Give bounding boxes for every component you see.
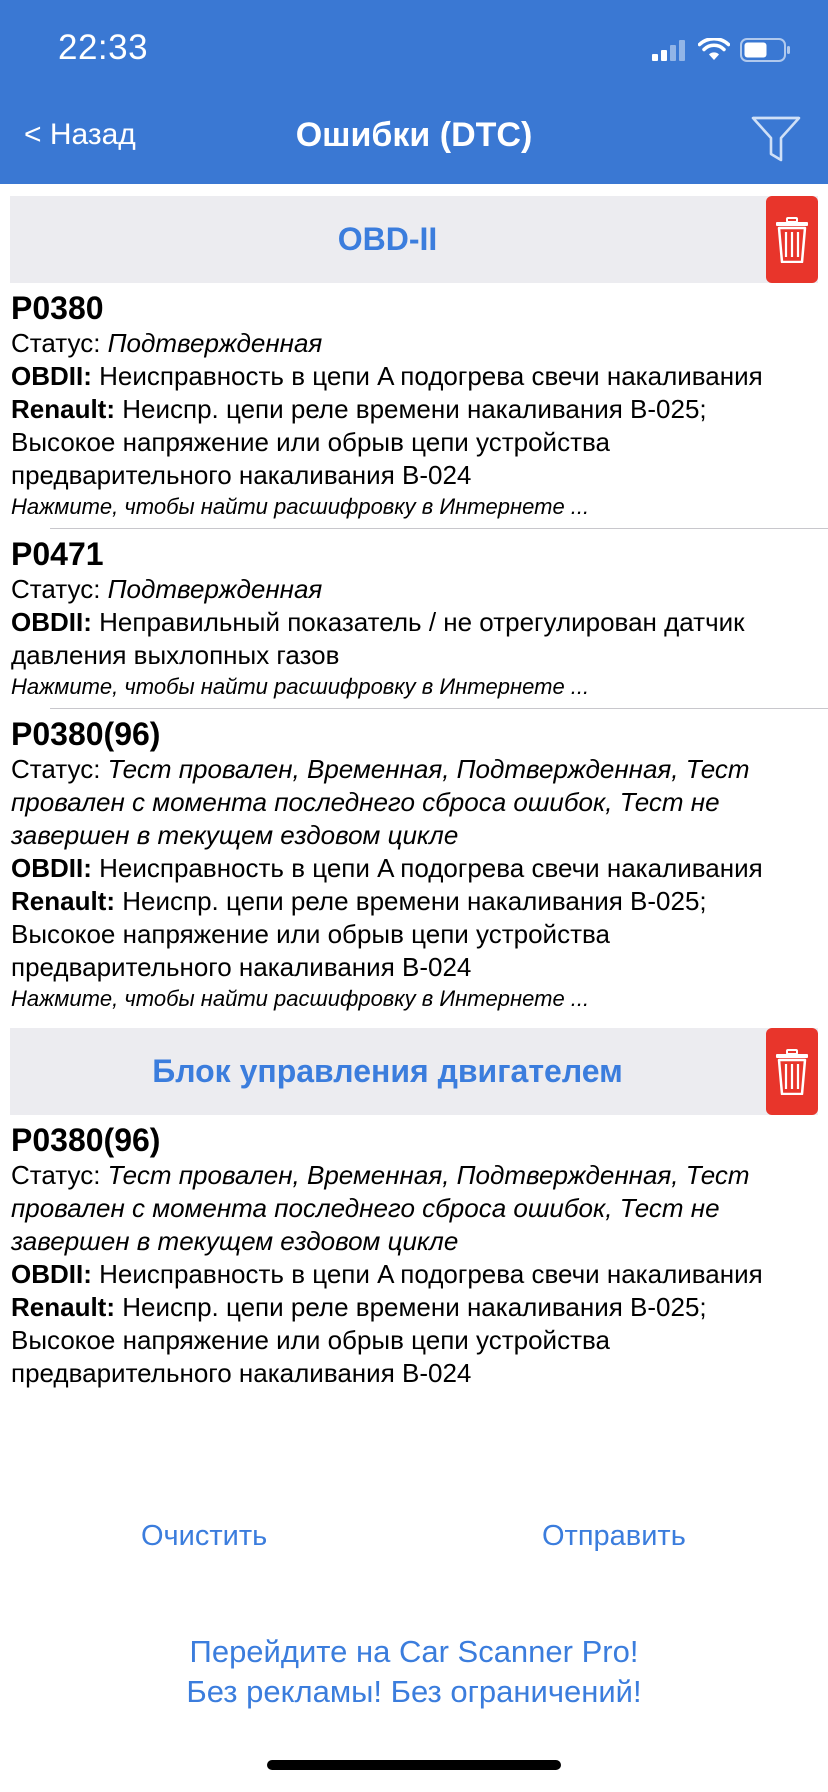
trash-icon	[775, 217, 809, 263]
section-title: OBD-II	[337, 221, 438, 257]
section-header-engine	[10, 1028, 818, 1115]
dtc-search-link[interactable]: Нажмите, чтобы найти расшифровку в Интернете ...	[11, 674, 590, 699]
dtc-item[interactable]	[0, 529, 828, 708]
dtc-obd-description: OBDII: Неправильный показатель / не отрегулирован датчик давления выхлопных газов	[11, 607, 745, 670]
back-button[interactable]: < Назад	[24, 118, 136, 151]
delete-section-button[interactable]	[766, 196, 818, 283]
dtc-maker-description: Renault: Неиспр. цепи реле времени накаливания B-025; Высокое напряжение или обрыв цепи устройства предварительного накаливания B-024	[11, 394, 707, 490]
delete-section-button[interactable]	[766, 1028, 818, 1115]
dtc-item[interactable]	[0, 1115, 828, 1396]
dtc-code: P0380(96)	[11, 716, 161, 752]
status-time: 22:33	[58, 28, 149, 67]
dtc-obd-description: OBDII: Неисправность в цепи A подогрева свечи накаливания	[11, 361, 763, 391]
dtc-search-link[interactable]: Нажмите, чтобы найти расшифровку в Интернете ...	[11, 494, 590, 519]
status-icons	[652, 34, 792, 66]
dtc-status: Статус: Подтвержденная	[11, 328, 323, 358]
signal-icon	[652, 39, 688, 61]
dtc-code: P0471	[11, 536, 104, 572]
clear-button[interactable]: Очистить	[141, 1520, 268, 1552]
section-header-obd2	[10, 196, 818, 283]
battery-icon	[740, 38, 792, 62]
dtc-obd-description: OBDII: Неисправность в цепи A подогрева свечи накаливания	[11, 1259, 763, 1289]
dtc-maker-description: Renault: Неиспр. цепи реле времени накаливания B-025; Высокое напряжение или обрыв цепи устройства предварительного накаливания B-024	[11, 886, 707, 982]
dtc-status: Статус: Тест провален, Временная, Подтвержденная, Тест провален с момента последнего сброса ошибок, Тест не завершен в текущем ездовом цикле	[11, 1160, 750, 1256]
filter-icon[interactable]	[750, 114, 802, 164]
wifi-icon	[698, 38, 730, 62]
dtc-maker-description: Renault: Неиспр. цепи реле времени накаливания B-025; Высокое напряжение или обрыв цепи устройства предварительного накаливания B-024	[11, 1292, 707, 1388]
promo-line-2: Без рекламы! Без ограничений!	[186, 1674, 642, 1709]
send-button[interactable]: Отправить	[542, 1520, 686, 1552]
trash-icon	[775, 1049, 809, 1095]
upgrade-promo-link[interactable]	[0, 1632, 828, 1712]
dtc-item[interactable]	[0, 709, 828, 1020]
page-title: Ошибки (DTC)	[295, 116, 533, 154]
dtc-code: P0380(96)	[11, 1122, 161, 1158]
dtc-status: Статус: Подтвержденная	[11, 574, 323, 604]
dtc-list	[0, 184, 828, 1482]
dtc-code: P0380	[11, 290, 104, 326]
navigation-header	[0, 0, 828, 184]
dtc-item[interactable]	[0, 283, 828, 528]
home-indicator	[267, 1760, 561, 1770]
bottom-actions	[0, 1520, 828, 1590]
dtc-search-link[interactable]: Нажмите, чтобы найти расшифровку в Интернете ...	[11, 986, 590, 1011]
section-title: Блок управления двигателем	[152, 1053, 623, 1089]
dtc-obd-description: OBDII: Неисправность в цепи A подогрева свечи накаливания	[11, 853, 763, 883]
promo-line-1: Перейдите на Car Scanner Pro!	[189, 1634, 639, 1669]
dtc-status: Статус: Тест провален, Временная, Подтвержденная, Тест провален с момента последнего сброса ошибок, Тест не завершен в текущем ездовом цикле	[11, 754, 750, 850]
